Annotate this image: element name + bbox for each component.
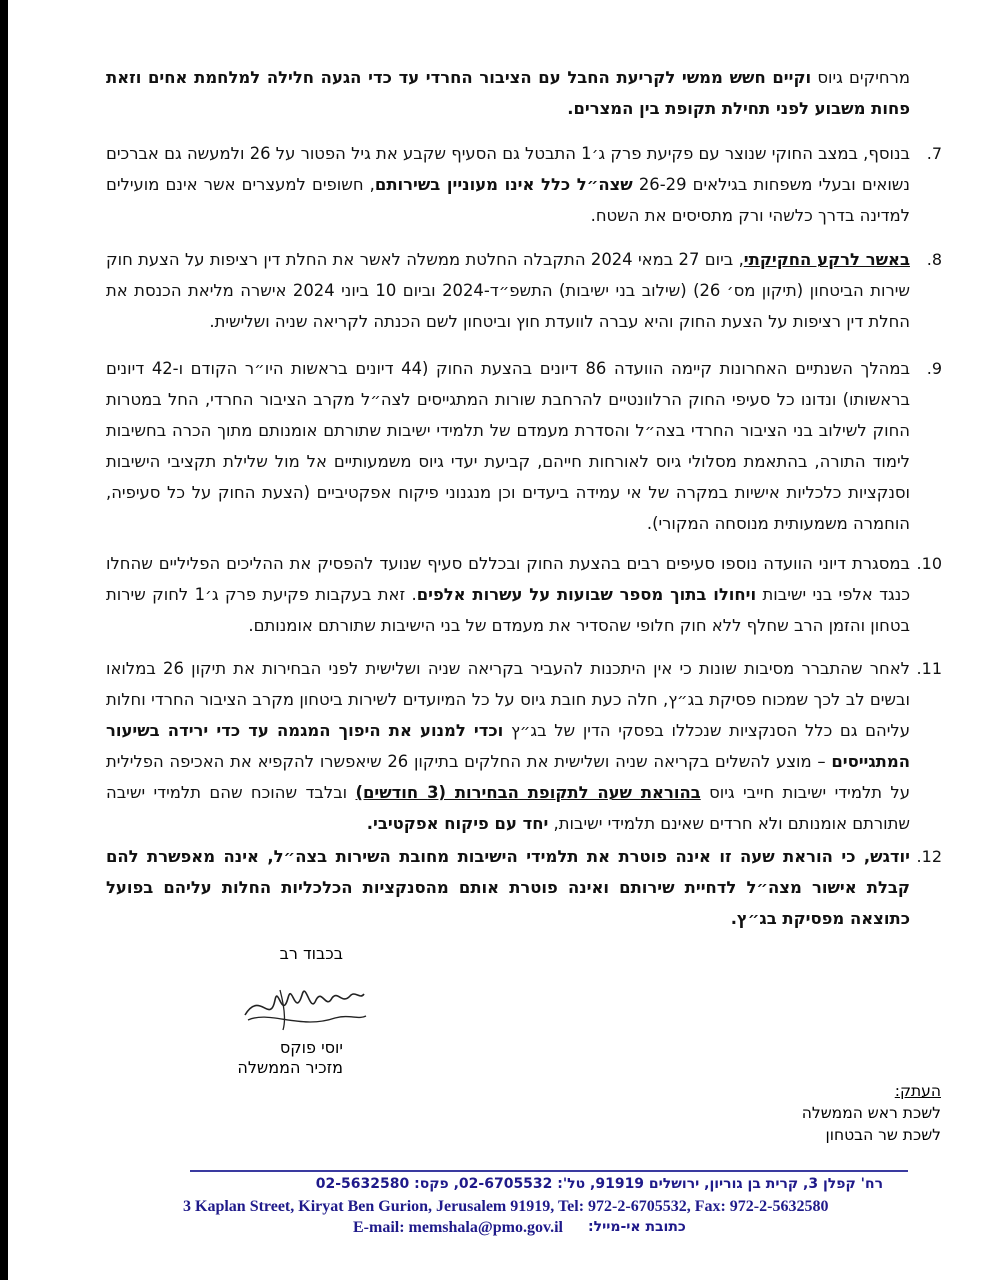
text-run: . זאת בעקבות פקיעת פרק ג׳1 לחוק שירות בטחון והזמן הרב שחלף ללא חוק חלופי שהסדיר את מעמדם של בני הישיבות שתורתם אומנותם. [106, 585, 910, 635]
footer-hebrew-address: רח' קפלן 3, קרית בן גוריון, ירושלים 91919, טל': 02-6705532, פקס: 02-5632580 [315, 1176, 883, 1192]
closing-greeting: בכבוד רב [279, 944, 343, 963]
handwritten-signature [240, 970, 370, 1040]
paragraph-number: 8. [926, 250, 942, 269]
footer-email: E-mail: memshala@pmo.gov.il [353, 1219, 563, 1236]
text-run: בהוראת שעה לתקופת הבחירות (3 חודשים) [355, 783, 701, 802]
letter-page [8, 0, 1008, 1280]
paragraph-11 [106, 653, 942, 839]
footer-english-address: 3 Kaplan Street, Kiryat Ben Gurion, Jerusalem 91919, Tel: 972-2-6705532, Fax: 972-2-5632580 [183, 1198, 829, 1215]
paragraph-number: 12. [916, 847, 942, 866]
paragraph-7 [106, 138, 942, 231]
text-run: וקיים חשש ממשי לקריעת החבל עם הציבור החרדי עד כדי הגעה חלילה למלחמת אחים וזאת פחות משבוע לפני תחילת תקופת בין המצרים. [106, 68, 910, 118]
paragraph-9 [106, 353, 942, 539]
paragraph-8 [106, 244, 942, 337]
text-run: ויחולו בתוך מספר שבועות על עשרות אלפים [416, 585, 757, 604]
signer-name: יוסי פוקס [279, 1038, 343, 1057]
text-run: במהלך השנתיים האחרונות קיימה הוועדה 86 דיונים בהצעת החוק (44 דיונים בראשות היו״ר הקודם ו-42 דיונים בראשותו) ונדונו כל סעיפי החוק הרלוונטיים להרחבת שורות המתגייסים לצה״ל מקרב הציבור החרדי, החל במטרות החוק לשילוב בני הציבור החרדי בצה״ל והסדרת מעמדם של תלמידי ישיבות שתורתם אומנותם מתוך הכרה בחשיבות לימוד התורה, בהתאמת מסלולי גיוס לאורחות חייהם, קביעת יעדי גיוס משמעותיים אל מול שלילת תקציבי הישיבות וסנקציות כלכליות אישיות במקרה של אי עמידה ביעדים וכן מנגנוני פיקוח אפקטיביים (הצעת החוק על כל סעיפיה, הוחמרה משמעותית מנוסחה המקורי). [106, 359, 910, 533]
text-run: , חשופים למעצרים אשר אינם מועילים למדינה בדרך כלשהי ורק מתסיסים את השטח. [106, 175, 910, 225]
signer-title: מזכיר הממשלה [237, 1058, 343, 1077]
text-run: , ביום 27 במאי 2024 התקבלה החלטת ממשלה לאשר את החלת דין רציפות על הצעת חוק שירות הביטחון (תיקון מס׳ 26) (שילוב בני ישיבות) התשפ״ד-2024 וביום 10 ביוני 2024 אישרה מליאת הכנסת את החלת דין רציפות על הצעת החוק והיא עברה לוועדת חוץ וביטחון לשם הכנתה לקריאה שניה ושלישית. [106, 250, 910, 331]
paragraph-number: 7. [926, 144, 942, 163]
text-run: בנוסף, במצב החוקי שנוצר עם פקיעת פרק ג׳1 התבטל גם הסעיף שקבע את גיל הפטור על 26 ולמעשה גם אברכים נשואים ובעלי משפחות בגילאים 26-29 [106, 144, 910, 194]
footer-divider [190, 1170, 908, 1172]
cc-item: לשכת ראש הממשלה [801, 1104, 941, 1122]
text-run: וכדי למנוע את היפוך המגמה עד כדי ירידה בשיעור המתגייסים [106, 721, 910, 771]
paragraph-number: 9. [926, 359, 942, 378]
text-run: במסגרת דיוני הוועדה נוספו סעיפים רבים בהצעת החוק ובכללם סעיף שנועד להפסיק את ההליכים הפליליים שהחלו כנגד אלפי בני ישיבות [106, 554, 911, 604]
footer-email-label: כתובת אי-מייל: [588, 1219, 686, 1235]
text-run: שצה״ל כלל אינו מעוניין בשירותם [374, 175, 633, 194]
paragraph-continuation [106, 62, 910, 124]
text-run: יודגש, כי הוראת שעה זו אינה פוטרת את תלמידי הישיבות מחובת השירות בצה״ל, אינה מאפשרת להם קבלת אישור מצה״ל לדחיית שירותם ואינה פוטרת אותם מהסנקציות הכלכליות החלות עליהם בפועל כתוצאה מפסיקת בג״ץ. [106, 847, 910, 928]
cc-item: לשכת שר הבטחון [825, 1126, 941, 1144]
paragraph-12 [106, 841, 942, 934]
paragraph-10 [106, 548, 942, 641]
text-run: יחד עם פיקוח אפקטיבי. [366, 814, 549, 833]
text-run: באשר לרקע החקיקתי [743, 250, 910, 269]
paragraph-number: 10. [916, 554, 942, 573]
cc-label: העתק: [894, 1082, 941, 1100]
text-run: – מוצע להשלים בקריאה שניה ושלישית את החלקים בתיקון 26 שיאפשרו להקפיא את האכיפה הפלילית על תלמידי ישיבות חייבי גיוס [106, 752, 911, 802]
text-run: מרחיקים גיוס [811, 68, 910, 87]
paragraph-number: 11. [916, 659, 942, 678]
text-run: ובלבד שהוכח שהם תלמידי ישיבה שתורתם אומנותם ולא חרדים שאינם תלמידי ישיבות, [106, 783, 910, 833]
text-run: לאחר שהתברר מסיבות שונות כי אין היתכנות להעביר בקריאה שניה ושלישית לפני הבחירות את תיקון 26 במלואו ובשים לב לכך שמכוח פסיקת בג״ץ, חלה כעת חובת גיוס על כל המיועדים לשירות ביטחון מקרב הציבור החרדי וחלות עליהם גם כלל הסנקציות שנכללו בפסקי הדין של בג״ץ [106, 659, 910, 740]
